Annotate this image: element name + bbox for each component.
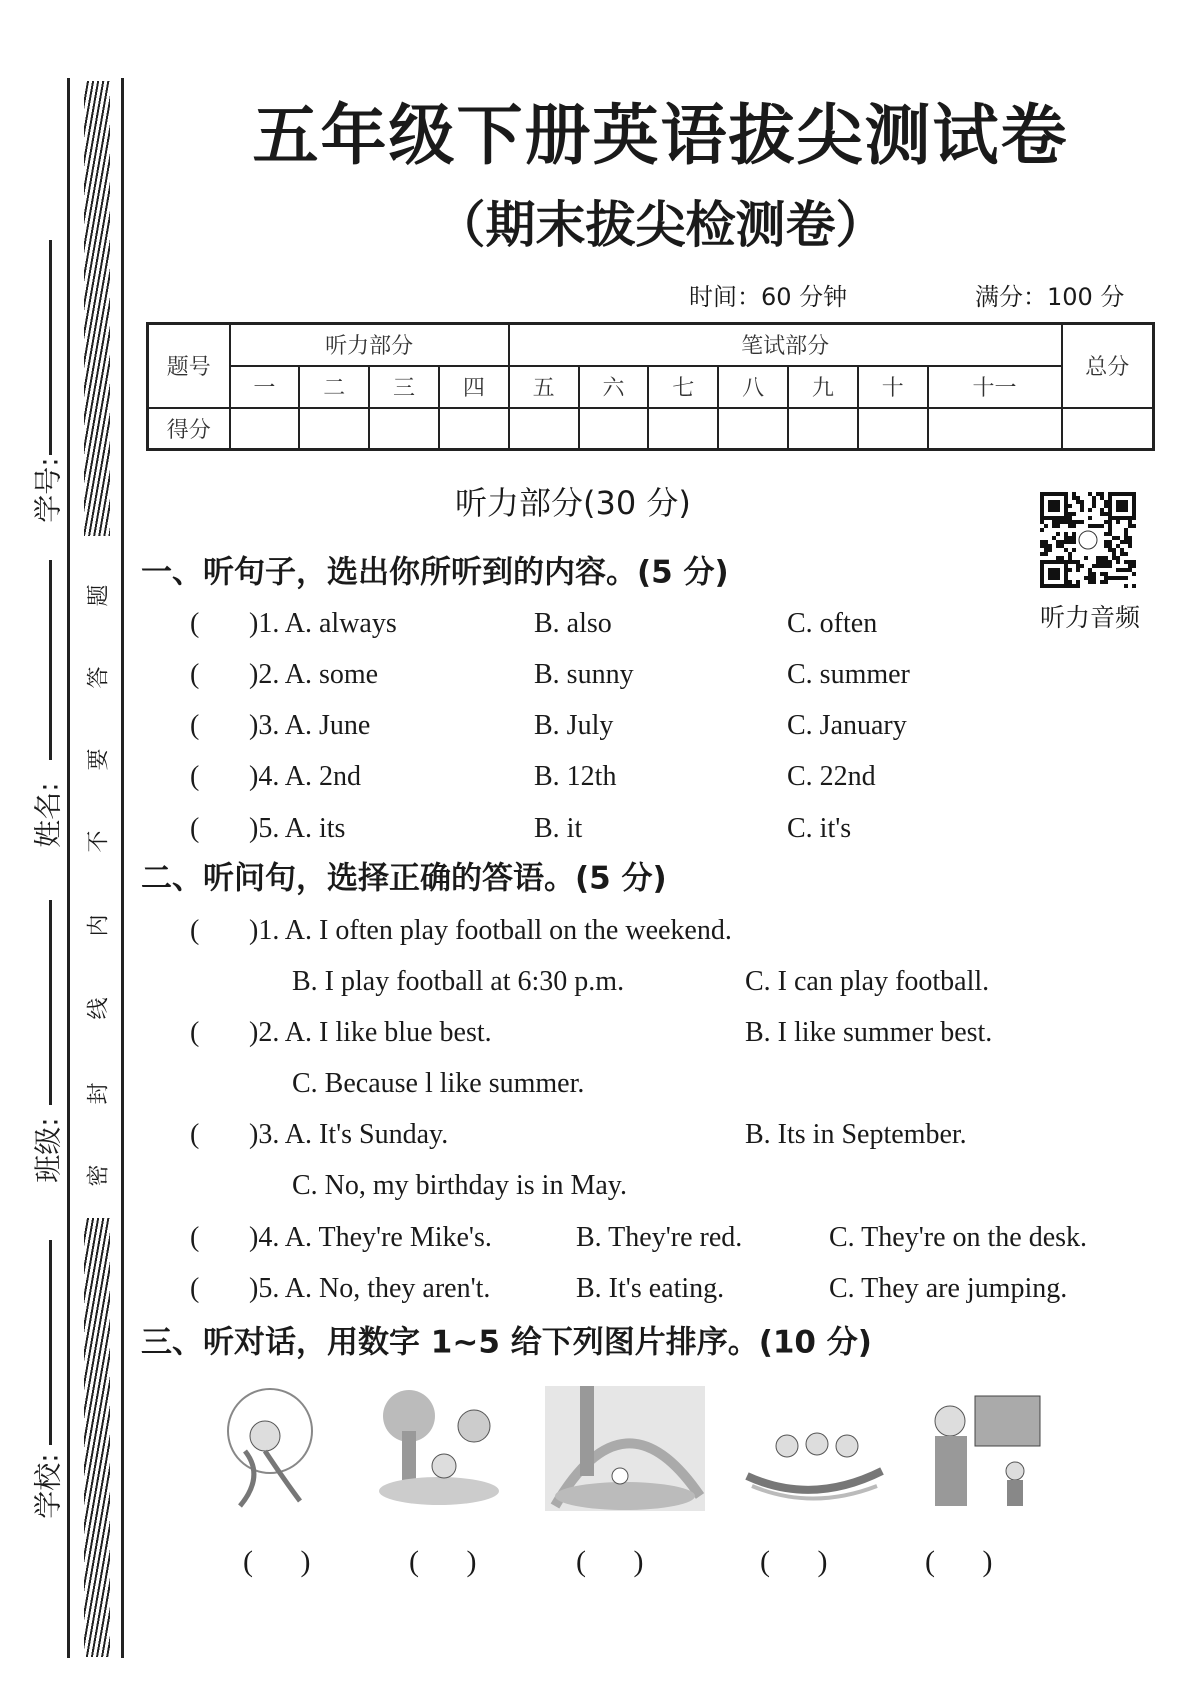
option-c: C. January: [787, 710, 907, 741]
column-number: 三: [369, 366, 439, 408]
name-label: 姓名:: [31, 782, 65, 848]
score-cell[interactable]: [579, 408, 649, 450]
question-a: )4. A. They're Mike's.: [249, 1222, 492, 1253]
score-cell[interactable]: [928, 408, 1062, 450]
page-title: 五年级下册英语拔尖测试卷: [252, 97, 1069, 174]
total-header: 总分: [1062, 324, 1154, 408]
seal-char: 不: [86, 830, 112, 853]
school-line[interactable]: [49, 1240, 52, 1445]
section-2-title: 二、听问句，选择正确的答语。(5 分): [141, 860, 667, 897]
seal-char: 封: [86, 1082, 112, 1105]
column-number: 五: [509, 366, 579, 408]
answer-paren[interactable]: (: [190, 915, 200, 946]
answer-paren[interactable]: (: [190, 813, 200, 844]
score-cell[interactable]: [648, 408, 718, 450]
seal-char: 要: [86, 748, 112, 771]
full-score: 满分：100 分: [975, 283, 1125, 311]
school-label: 学校:: [31, 1453, 65, 1519]
answer-blank-3[interactable]: ( ): [576, 1545, 644, 1578]
answer-paren[interactable]: (: [190, 608, 200, 639]
column-number: 九: [788, 366, 858, 408]
class-label: 班级:: [31, 1117, 65, 1183]
column-number: 六: [579, 366, 649, 408]
column-number: 十: [858, 366, 928, 408]
question-a: )5. A. its: [249, 813, 346, 844]
seal-hatch-bottom: [84, 1218, 110, 1657]
column-number: 八: [718, 366, 788, 408]
option-c: C. 22nd: [787, 761, 876, 792]
seal-char: 密: [86, 1164, 112, 1187]
page-subtitle: （期末拔尖检测卷）: [435, 196, 886, 254]
picture-dragon-boat: [742, 1386, 887, 1516]
answer-paren[interactable]: (: [190, 710, 200, 741]
answer-paren[interactable]: (: [190, 1273, 200, 1304]
picture-moon-fairy: [200, 1386, 330, 1516]
margin-line-inner: [121, 78, 124, 1658]
student-id-label: 学号:: [31, 457, 65, 523]
option-b: B. also: [534, 608, 612, 639]
answer-paren[interactable]: (: [190, 761, 200, 792]
option-b: B. Its in September.: [745, 1119, 967, 1150]
answer-blank-5[interactable]: ( ): [925, 1545, 993, 1578]
picture-tree-kids: [374, 1386, 504, 1516]
answer-blank-4[interactable]: ( ): [760, 1545, 828, 1578]
answer-paren[interactable]: (: [190, 1222, 200, 1253]
column-number: 一: [230, 366, 300, 408]
seal-char: 内: [86, 914, 112, 937]
option-c: C. They're on the desk.: [829, 1222, 1088, 1253]
qr-label: 听力音频: [1040, 603, 1141, 632]
column-number: 七: [648, 366, 718, 408]
score-cell[interactable]: [718, 408, 788, 450]
section-3-title: 三、听对话，用数字 1~5 给下列图片排序。(10 分): [141, 1324, 872, 1361]
section-1-title: 一、听句子，选出你所听到的内容。(5 分): [141, 554, 729, 591]
score-cell[interactable]: [230, 408, 300, 450]
row-header: 题号: [148, 324, 230, 408]
column-number: 十一: [928, 366, 1062, 408]
answer-paren[interactable]: (: [190, 1119, 200, 1150]
qr-code[interactable]: [1040, 492, 1136, 588]
class-line[interactable]: [49, 900, 52, 1105]
question-a: )1. A. I often play football on the weekend.: [249, 915, 732, 946]
option-b: B. sunny: [534, 659, 634, 690]
seal-char: 题: [86, 584, 112, 607]
question-a: )3. A. It's Sunday.: [249, 1119, 449, 1150]
option-c: C. No, my birthday is in May.: [292, 1170, 627, 1201]
question-a: )2. A. I like blue best.: [249, 1017, 492, 1048]
total-score-cell[interactable]: [1062, 408, 1154, 450]
option-c: C. I can play football.: [745, 966, 990, 997]
column-number: 二: [299, 366, 369, 408]
student-id-line[interactable]: [49, 240, 52, 455]
option-b: B. it: [534, 813, 583, 844]
score-cell[interactable]: [509, 408, 579, 450]
question-a: )2. A. some: [249, 659, 379, 690]
option-b: B. They're red.: [576, 1222, 743, 1253]
score-cell[interactable]: [439, 408, 509, 450]
listening-header: 听力部分: [230, 324, 509, 366]
writing-header: 笔试部分: [509, 324, 1062, 366]
name-line[interactable]: [49, 560, 52, 760]
score-cell[interactable]: [299, 408, 369, 450]
exam-time: 时间：60 分钟: [689, 283, 848, 311]
score-cell[interactable]: [788, 408, 858, 450]
answer-blank-1[interactable]: ( ): [243, 1545, 311, 1578]
question-a: )1. A. always: [249, 608, 397, 639]
score-label: 得分: [148, 408, 230, 450]
score-cell[interactable]: [369, 408, 439, 450]
picture-teacher-student: [920, 1386, 1050, 1516]
answer-paren[interactable]: (: [190, 1017, 200, 1048]
option-c: C. They are jumping.: [829, 1273, 1068, 1304]
option-c: C. it's: [787, 813, 852, 844]
question-a: )5. A. No, they aren't.: [249, 1273, 491, 1304]
seal-char: 答: [86, 666, 112, 689]
option-c: C. often: [787, 608, 878, 639]
option-b: B. I play football at 6:30 p.m.: [292, 966, 625, 997]
column-number: 四: [439, 366, 509, 408]
answer-paren[interactable]: (: [190, 659, 200, 690]
option-b: B. I like summer best.: [745, 1017, 993, 1048]
seal-char: 线: [86, 997, 112, 1020]
option-b: B. 12th: [534, 761, 617, 792]
option-c: C. summer: [787, 659, 910, 690]
question-a: )4. A. 2nd: [249, 761, 361, 792]
score-cell[interactable]: [858, 408, 928, 450]
option-c: C. Because l like summer.: [292, 1068, 585, 1099]
answer-blank-2[interactable]: ( ): [409, 1545, 477, 1578]
listening-title: 听力部分(30 分): [455, 484, 691, 522]
option-b: B. July: [534, 710, 614, 741]
score-table: [146, 322, 1155, 451]
margin-line-outer: [67, 78, 70, 1658]
option-b: B. It's eating.: [576, 1273, 725, 1304]
question-a: )3. A. June: [249, 710, 371, 741]
picture-rabbit-rainbow: [545, 1386, 705, 1516]
